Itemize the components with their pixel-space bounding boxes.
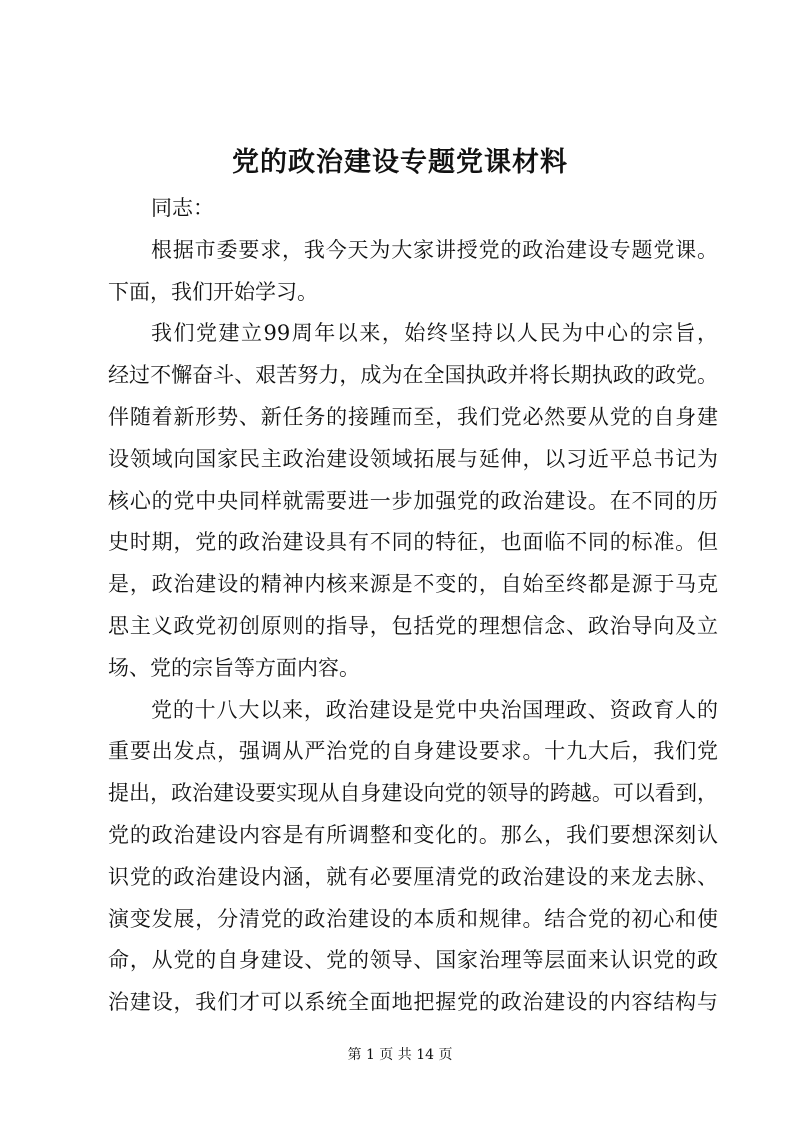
paragraph-line: 是，政治建设的精神内核来源是不变的，自始至终都是源于马克: [108, 572, 718, 597]
paragraph-line: 我们党建立99周年以来，始终坚持以人民为中心的宗旨，: [151, 321, 718, 346]
paragraph-line: 经过不懈奋斗、艰苦努力，成为在全国执政并将长期执政的政党。: [108, 363, 718, 388]
paragraph-line: 提出，政治建设要实现从自身建设向党的领导的跨越。可以看到，: [108, 781, 718, 806]
paragraph-line: 下面，我们开始学习。: [108, 279, 318, 304]
paragraph-line: 治建设，我们才可以系统全面地把握党的政治建设的内容结构与: [108, 990, 718, 1015]
paragraph-line: 识党的政治建设内涵，就有必要厘清党的政治建设的来龙去脉、: [108, 864, 718, 889]
paragraph-line: 伴随着新形势、新任务的接踵而至，我们党必然要从党的自身建: [108, 404, 718, 429]
paragraph-line: 根据市委要求，我今天为大家讲授党的政治建设专题党课。: [151, 237, 718, 262]
salutation: 同志：: [151, 196, 214, 220]
paragraph-line: 命，从党的自身建设、党的领导、国家治理等层面来认识党的政: [108, 948, 718, 973]
paragraph-line: 演变发展，分清党的政治建设的本质和规律。结合党的初心和使: [108, 906, 718, 931]
paragraph-line: 思主义政党初创原则的指导，包括党的理想信念、政治导向及立: [108, 613, 718, 638]
paragraph-line: 党的十八大以来，政治建设是党中央治国理政、资政育人的: [151, 697, 718, 722]
paragraph-line: 场、党的宗旨等方面内容。: [108, 655, 360, 680]
paragraph-line: 重要出发点，强调从严治党的自身建设要求。十九大后，我们党: [108, 739, 718, 764]
paragraph-line: 设领域向国家民主政治建设领域拓展与延伸，以习近平总书记为: [108, 446, 718, 471]
paragraph-line: 核心的党中央同样就需要进一步加强党的政治建设。在不同的历: [108, 488, 718, 513]
page-number-footer: 第 1 页 共 14 页: [347, 1047, 453, 1063]
paragraph-line: 党的政治建设内容是有所调整和变化的。那么，我们要想深刻认: [108, 822, 718, 847]
document-body: [108, 188, 718, 1024]
paragraph-line: 史时期，党的政治建设具有不同的特征，也面临不同的标准。但: [108, 530, 718, 555]
document-title: 党的政治建设专题党课材料: [232, 147, 568, 178]
